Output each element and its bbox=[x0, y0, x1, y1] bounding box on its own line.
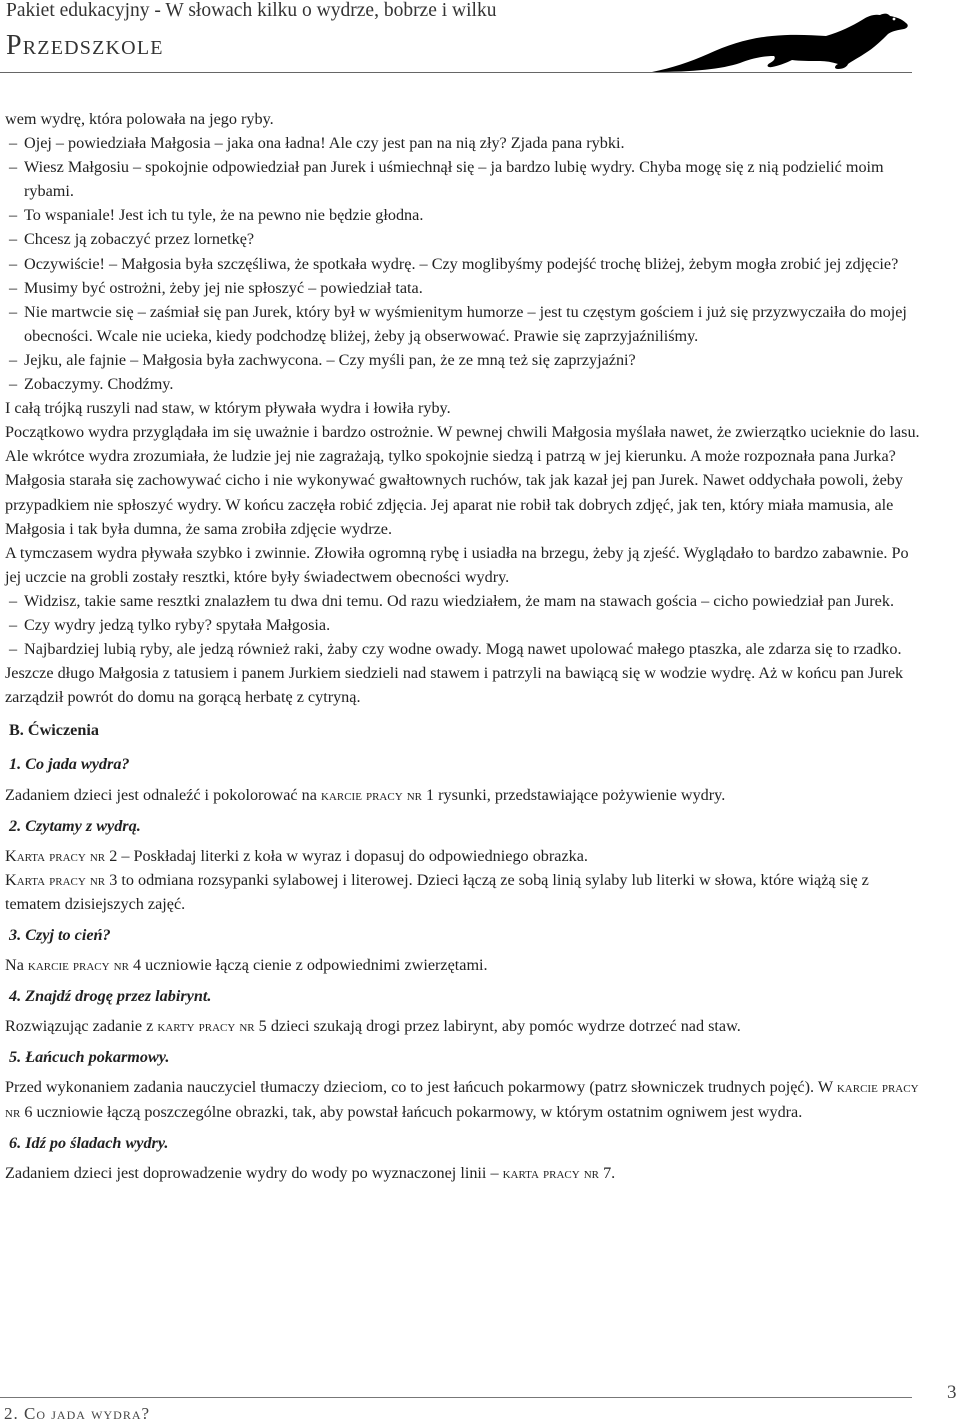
dialogue-text: Ojej – powiedziała Małgosia – jaka ona ładna! Ale czy jest pan na nią zły? Zjada pana rybki. bbox=[24, 134, 625, 153]
dialogue-line bbox=[5, 131, 925, 155]
dialogue-dash: – bbox=[9, 615, 18, 634]
dialogue-line bbox=[5, 348, 925, 372]
exercise-title: 3. Czyj to cień? bbox=[9, 926, 111, 944]
exercise-paragraph bbox=[5, 783, 925, 807]
exercise-text: 3 to odmiana rozsypanki sylabowej i literowej. Dzieci łączą ze sobą linią sylaby lub literki w słowa, które wiążą się z tematem dzisiejszych zajęć. bbox=[5, 870, 869, 913]
dialogue-text: Nie martwcie się – zaśmiał się pan Jurek, który był w wyśmienitym humorze – jest tu częstym gościem i już się przyzwyczaiła do mojej obecności. Wcale nie ucieka, kiedy podchodzę bliżej, żeby ją obserwować. Prawie się zaprzyjaźniliśmy. bbox=[24, 302, 907, 345]
exercise-paragraph bbox=[5, 1075, 925, 1123]
dialogue-dash: – bbox=[9, 254, 18, 273]
exercise-paragraph bbox=[5, 953, 925, 977]
dialogue-dash: – bbox=[9, 158, 18, 177]
exercise-text: 5 dzieci szukają drogi przez labirynt, aby pomóc wydrze dotrzeć nad staw. bbox=[254, 1017, 741, 1036]
story-text bbox=[5, 107, 925, 709]
dialogue-dash: – bbox=[9, 591, 18, 610]
dialogue-dash: – bbox=[9, 278, 18, 297]
dialogue-line bbox=[5, 613, 925, 637]
exercise-text: 4 uczniowie łączą cienie z odpowiednimi zwierzętami. bbox=[128, 956, 488, 975]
dialogue-text: Musimy być ostrożni, żeby jej nie spłoszyć – powiedział tata. bbox=[24, 278, 423, 297]
dialogue-line bbox=[5, 227, 925, 251]
exercise-text: 7. bbox=[599, 1163, 616, 1182]
exercise-title: 2. Czytamy z wydrą. bbox=[9, 816, 141, 835]
otter-silhouette-icon bbox=[650, 8, 915, 74]
worksheet-reference: karta pracy nr bbox=[502, 1163, 600, 1182]
exercise-title: 1. Co jada wydra? bbox=[9, 755, 130, 774]
exercise-paragraph bbox=[5, 1014, 925, 1038]
exercise-text: Rozwiązując zadanie z bbox=[5, 1017, 158, 1036]
page-header bbox=[0, 0, 960, 75]
dialogue-dash: – bbox=[9, 206, 18, 225]
dialogue-dash: – bbox=[9, 302, 18, 321]
dialogue-line bbox=[5, 300, 925, 348]
dialogue-text: Najbardziej lubią ryby, ale jedzą również raki, żaby czy wodne owady. Mogą nawet upolować małego ptaszka, ale zdarza się to rzadko. bbox=[24, 640, 902, 659]
narration-paragraph: I całą trójką ruszyli nad staw, w którym pływała wydra i łowiła ryby. bbox=[5, 399, 451, 418]
worksheet-reference: karcie pracy nr bbox=[27, 956, 129, 975]
exercise-text: Zadaniem dzieci jest odnaleźć i pokolorować na bbox=[5, 785, 321, 804]
dialogue-text: Wiesz Małgosiu – spokojnie odpowiedział pan Jurek i uśmiechnął się – ja bardzo lubię wydry. Chyba mogę się z nią podzielić moim rybami. bbox=[24, 158, 884, 201]
exercise-paragraph bbox=[5, 868, 925, 916]
dialogue-text: Oczywiście! – Małgosia była szczęśliwa, że spotkała wydrę. – Czy moglibyśmy podejść trochę bliżej, żebym mogła zrobić jej zdjęcie? bbox=[24, 254, 899, 273]
section-heading: B. Ćwiczenia bbox=[9, 721, 99, 740]
dialogue-text: To wspaniale! Jest ich tu tyle, że na pewno nie będzie głodna. bbox=[24, 206, 424, 225]
dialogue-dash: – bbox=[9, 640, 18, 659]
narration-paragraph: Początkowo wydra przyglądała im się uważnie i bardzo ostrożnie. W pewnej chwili Małgosia myślała nawet, że zwierzątko ucieknie do lasu. Ale wkrótce wydra zrozumiała, że ludzie jej nie zagrażają, tylko spokojnie siedzą i patrzą w jej kierunku. A może rozpoznała pana Jurka? Małgosia starała się zachowywać cicho i nie wykonywać gwałtownych ruchów, tak jak kazał jej pan Jurek. Nawet oddychała powoli, żeby przypadkiem nie spłoszyć wydry. W końcu zaczęła robić zdjęcia. Jej aparat nie robił tak dobrych zdjęć, jak ten, który miała mamusia, ale Małgosia i tak była dumna, że sama zrobiła zdjęcie wydrze. bbox=[5, 423, 920, 538]
dialogue-line bbox=[5, 203, 925, 227]
footer-divider bbox=[0, 1397, 912, 1398]
dialogue-line bbox=[5, 637, 925, 661]
exercise-title: 6. Idź po śladach wydry. bbox=[9, 1133, 169, 1152]
exercise-text: 6 uczniowie łączą poszczególne obrazki, tak, aby powstał łańcuch pokarmowy, w którym ostatnim ogniwem jest wydra. bbox=[20, 1102, 803, 1121]
dialogue-text: Jejku, ale fajnie – Małgosia była zachwycona. – Czy myśli pan, że ze mną też się zaprzyjaźni? bbox=[24, 350, 636, 369]
narration-paragraph: Jeszcze długo Małgosia z tatusiem i panem Jurkiem siedzieli nad stawem i patrzyli na bawiącą się w wodzie wydrę. Aż w końcu pan Jurek zarządził powrót do domu na gorącą herbatę z cytryną. bbox=[5, 664, 904, 707]
dialogue-text: Czy wydry jedzą tylko ryby? spytała Małgosia. bbox=[24, 615, 331, 634]
header-divider bbox=[0, 72, 912, 73]
page-footer bbox=[0, 1380, 960, 1426]
dialogue-line bbox=[5, 276, 925, 300]
page-number: 3 bbox=[947, 1382, 957, 1403]
exercise-paragraph bbox=[5, 1161, 925, 1185]
exercise-paragraph bbox=[5, 844, 925, 868]
exercise-title: 4. Znajdź drogę przez labirynt. bbox=[9, 987, 212, 1006]
exercise-title: 5. Łańcuch pokarmowy. bbox=[9, 1048, 170, 1067]
exercise-text: Na bbox=[5, 956, 28, 975]
dialogue-line bbox=[5, 155, 925, 203]
narration-paragraph: wem wydrę, która polowała na jego ryby. bbox=[5, 110, 274, 128]
dialogue-text: Widzisz, takie same resztki znalazłem tu dwa dni temu. Od razu wiedziałem, że mam na stawach gościa – cicho powiedział pan Jurek. bbox=[24, 591, 894, 610]
exercise-text: Zadaniem dzieci jest doprowadzenie wydry do wody po wyznaczonej linii – bbox=[5, 1163, 503, 1182]
dialogue-dash: – bbox=[9, 350, 18, 369]
worksheet-reference: Karta pracy nr bbox=[5, 870, 106, 889]
dialogue-dash: – bbox=[9, 230, 18, 249]
dialogue-text: Chcesz ją zobaczyć przez lornetkę? bbox=[24, 230, 255, 249]
dialogue-dash: – bbox=[9, 134, 18, 153]
exercise-text: 2 – Poskładaj literki z koła w wyraz i dopasuj do odpowiedniego obrazka. bbox=[105, 846, 588, 865]
header-subtitle: Przedszkole bbox=[6, 30, 164, 61]
dialogue-dash: – bbox=[9, 375, 18, 394]
narration-paragraph: A tymczasem wydra pływała szybko i zwinnie. Złowiła ogromną rybę i usiadła na brzegu, żeby ją zjeść. Wyglądało to bardzo zabawnie. Po jej uczcie na grobli zostały resztki, które były świadectwem obecności wydry. bbox=[5, 543, 909, 586]
worksheet-reference: karcie pracy nr bbox=[320, 785, 422, 804]
page-content bbox=[5, 107, 925, 1185]
dialogue-text: Zobaczymy. Chodźmy. bbox=[24, 375, 174, 394]
worksheet-reference: Karta pracy nr bbox=[5, 846, 106, 865]
worksheet-reference: karcie pracy nr bbox=[5, 1078, 919, 1121]
dialogue-line bbox=[5, 589, 925, 613]
worksheet-reference: karty pracy nr bbox=[157, 1017, 255, 1036]
exercise-text: Przed wykonaniem zadania nauczyciel tłumaczy dzieciom, co to jest łańcuch pokarmowy (patrz słowniczek trudnych pojęć). W bbox=[5, 1078, 837, 1097]
exercises-list bbox=[5, 752, 925, 1184]
dialogue-line bbox=[5, 252, 925, 276]
dialogue-line bbox=[5, 372, 925, 396]
exercise-text: 1 rysunki, przedstawiające pożywienie wydry. bbox=[421, 785, 726, 804]
footer-section-label: 2. Co jada wydra? bbox=[4, 1404, 151, 1423]
header-title: Pakiet edukacyjny - W słowach kilku o wydrze, bobrze i wilku bbox=[6, 0, 497, 21]
